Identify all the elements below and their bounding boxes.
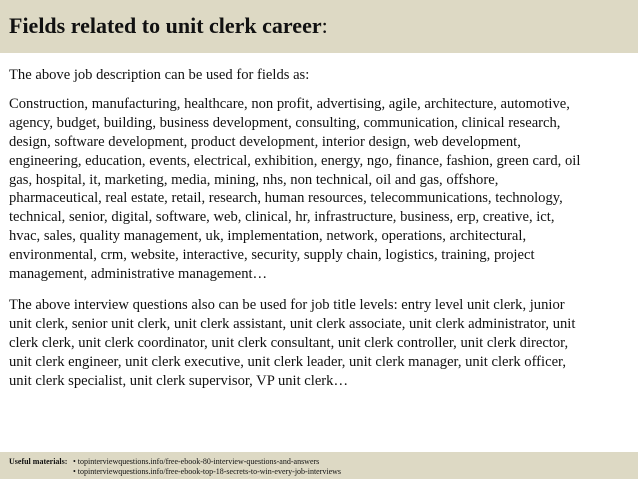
page-title bbox=[9, 13, 328, 39]
footer-link[interactable]: • topinterviewquestions.info/free-ebook-top-18-secrets-to-win-every-job-interviews bbox=[73, 466, 342, 476]
footer-bar bbox=[0, 452, 638, 479]
titles-line: clerk clerk, unit clerk coordinator, unit clerk consultant, unit clerk controller, unit clerk director, bbox=[9, 334, 569, 351]
fields-line: management, administrative management… bbox=[9, 266, 268, 283]
fields-line: hvac, sales, quality management, uk, implementation, network, operations, architectural, bbox=[9, 228, 527, 245]
page-title-text: Fields related to unit clerk career bbox=[9, 13, 322, 38]
page-title-colon: : bbox=[321, 13, 328, 38]
fields-line: pharmaceutical, real estate, retail, research, human resources, telecommunications, technology, bbox=[9, 190, 563, 207]
footer-links bbox=[73, 457, 341, 476]
footer-label: Useful materials: bbox=[9, 457, 68, 466]
footer-link[interactable]: • topinterviewquestions.info/free-ebook-80-interview-questions-and-answers bbox=[73, 457, 320, 466]
job-titles-paragraph bbox=[9, 296, 631, 391]
titles-line: unit clerk, senior unit clerk, unit clerk assistant, unit clerk associate, unit clerk administrator, unit bbox=[9, 315, 576, 332]
title-bar bbox=[0, 0, 638, 53]
titles-line: The above interview questions also can be used for job title levels: entry level unit clerk, junior bbox=[9, 296, 565, 313]
titles-line: unit clerk engineer, unit clerk executive, unit clerk leader, unit clerk manager, unit clerk officer, bbox=[9, 353, 566, 370]
fields-line: environmental, crm, website, interactive, security, supply chain, logistics, training, project bbox=[9, 247, 535, 264]
titles-line: unit clerk specialist, unit clerk supervisor, VP unit clerk… bbox=[9, 372, 349, 389]
fields-line: Construction, manufacturing, healthcare, non profit, advertising, agile, architecture, automotive, bbox=[9, 95, 570, 112]
main-content bbox=[9, 66, 631, 391]
fields-line: technical, senior, digital, software, web, clinical, hr, infrastructure, business, erp, creative, ict, bbox=[9, 209, 555, 226]
fields-line: agency, budget, building, business development, consulting, communication, clinical research, bbox=[9, 114, 561, 131]
fields-line: gas, hospital, it, marketing, media, mining, nhs, non technical, oil and gas, offshore, bbox=[9, 171, 499, 188]
fields-line: engineering, education, events, electrical, exhibition, energy, ngo, finance, fashion, green card, oil bbox=[9, 152, 581, 169]
intro-paragraph: The above job description can be used for fields as: bbox=[9, 67, 310, 83]
fields-paragraph bbox=[9, 95, 631, 284]
fields-line: design, software development, product development, interior design, web development, bbox=[9, 133, 521, 150]
